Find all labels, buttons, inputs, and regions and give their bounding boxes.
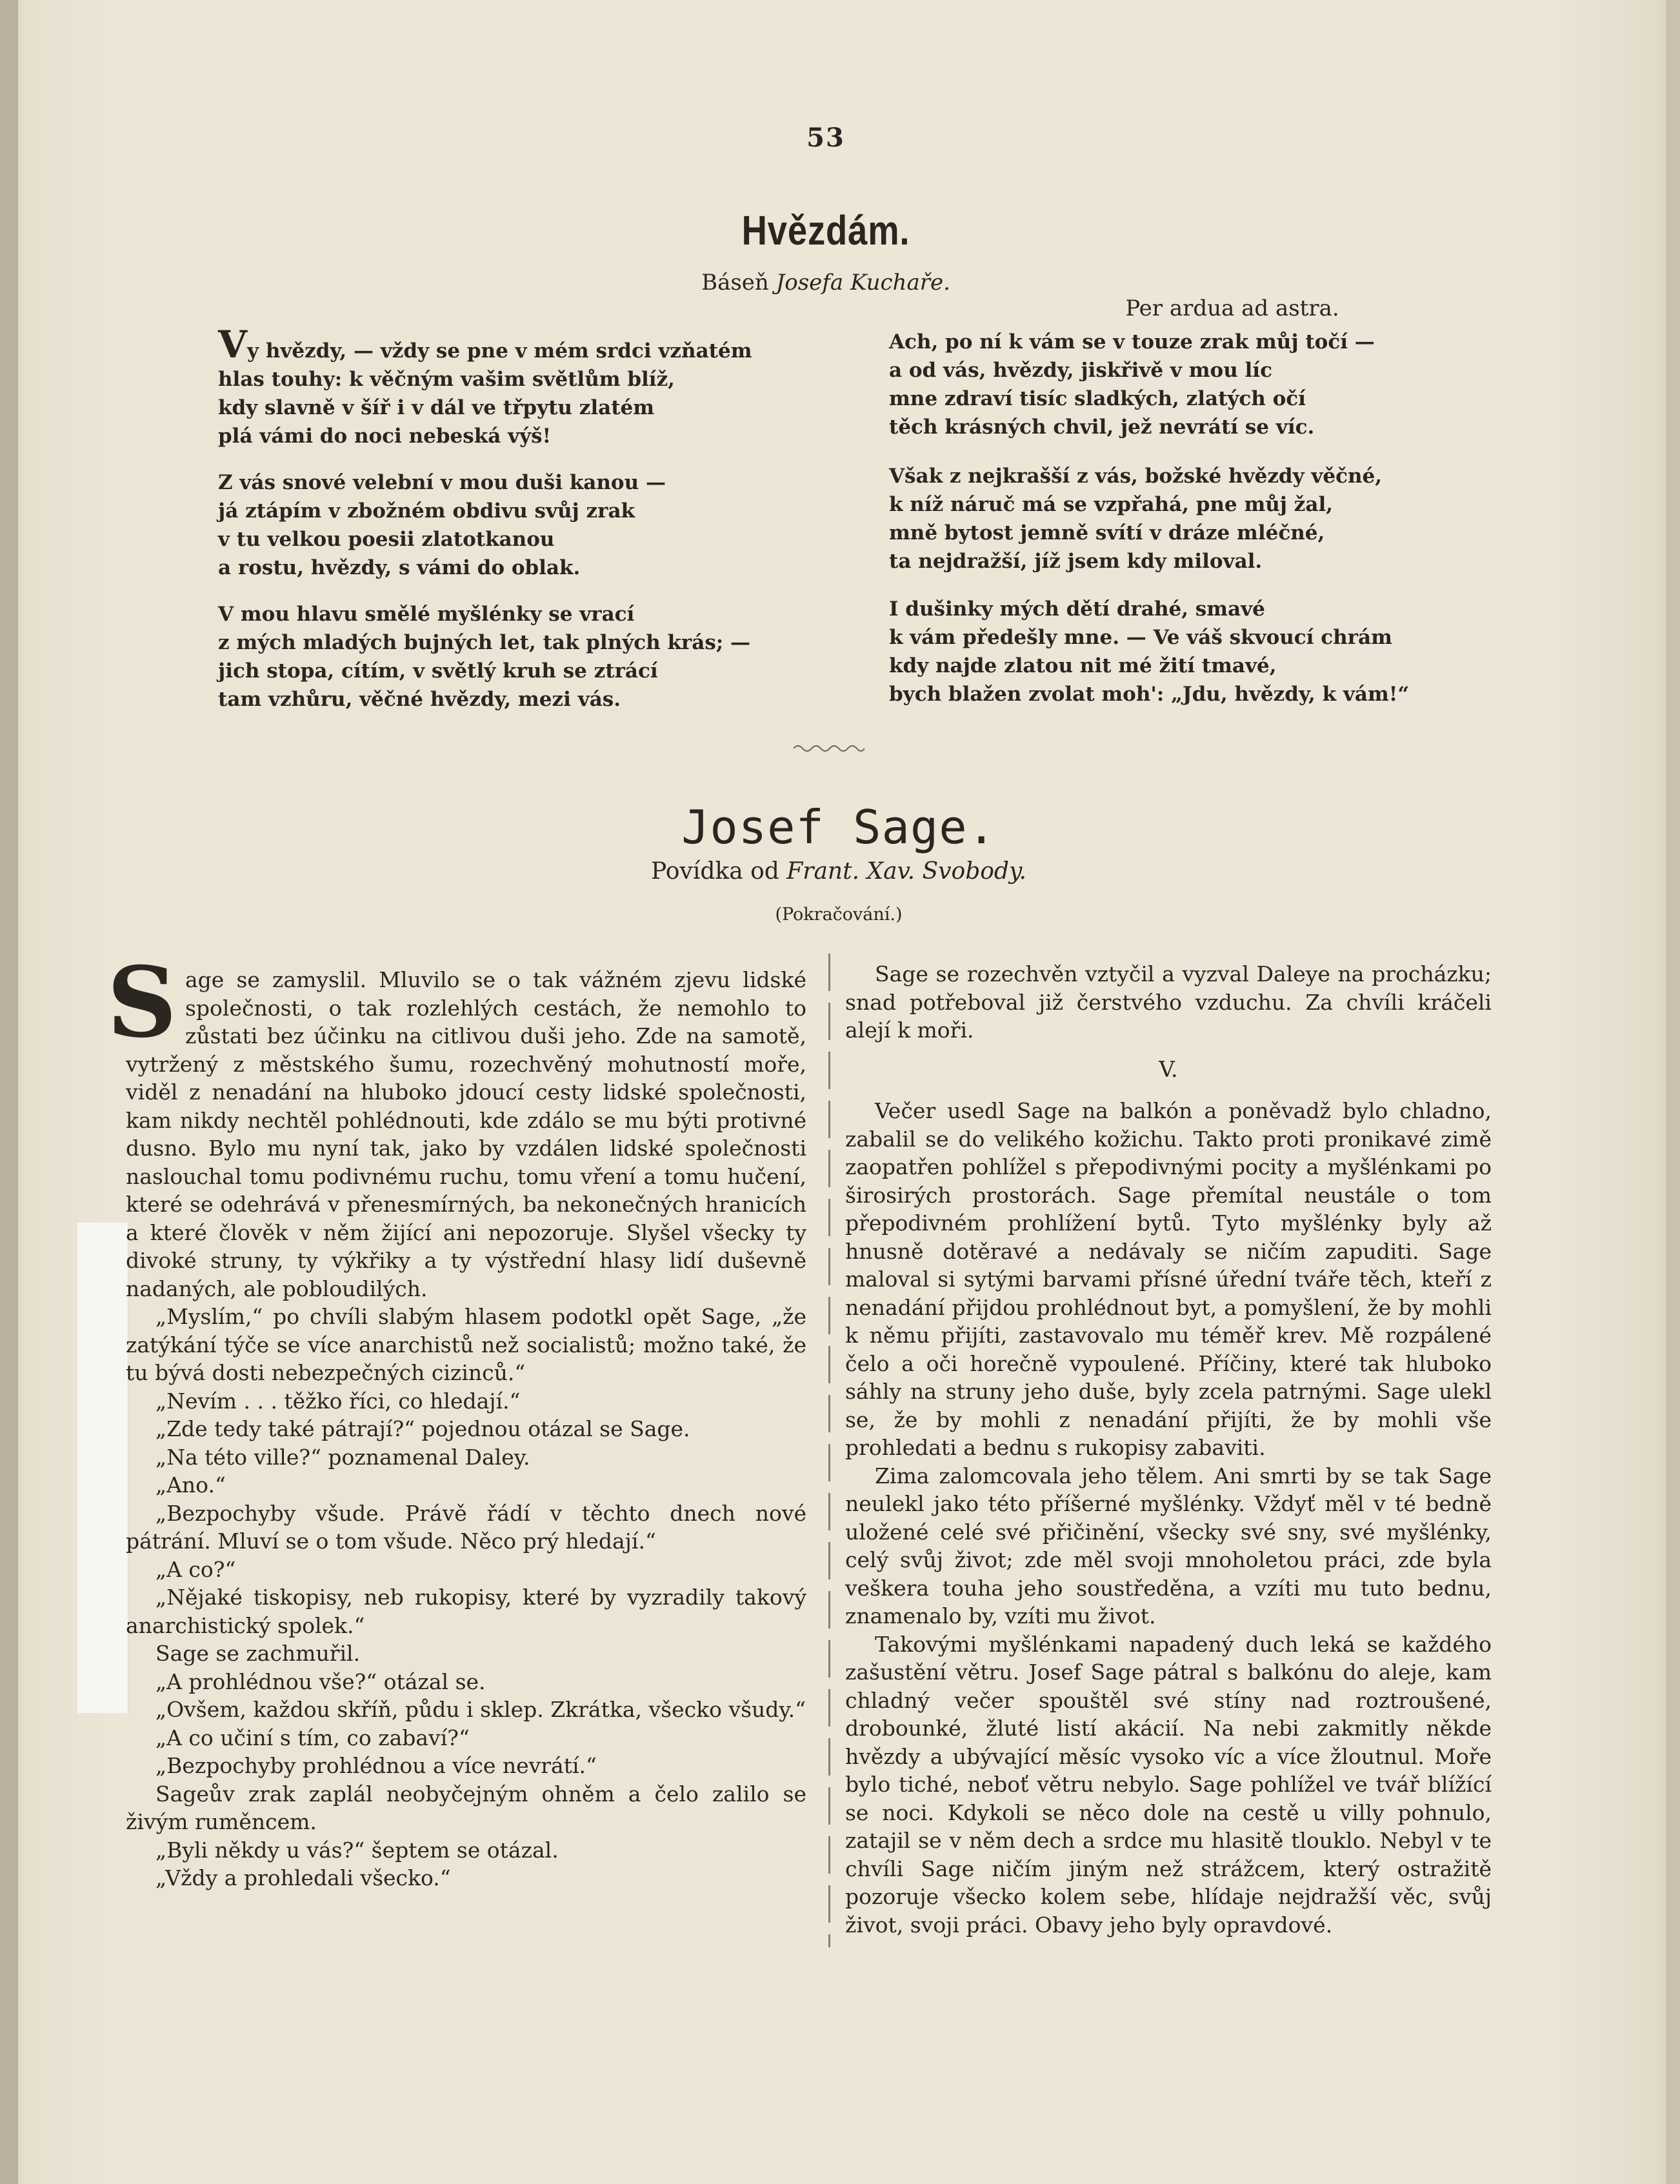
paragraph: „A co učiní s tím, co zabaví?“ [155,1725,470,1750]
page-binding-edge [0,0,18,2184]
poem-line: Z vás snové velební v mou duši kanou — [218,471,666,494]
poem-line: mně bytost jemně svítí v dráze mléčné, [889,521,1325,545]
poem-stanza-6 [889,595,1409,708]
poem-line: a od vás, hvězdy, jiskřivě v mou líc [889,359,1272,382]
paragraph: „Nějaké tiskopisy, neb rukopisy, které by vyzradily takový anarchistický spolek.“ [126,1585,806,1638]
poem-stanza-2 [218,468,666,582]
section-separator [794,742,865,752]
page-right-edge [1666,0,1680,2184]
paragraph: „A co?“ [155,1556,236,1582]
page-number: 53 [806,123,845,153]
paragraph: „Vždy a prohledali všecko.“ [155,1865,451,1890]
poem-byline-prefix: Báseň [701,270,769,296]
column-divider [828,954,830,1947]
story-column-left [106,946,806,1892]
ornamental-initial: S [106,946,177,1059]
poem-line: kdy najde zlatou nit mé žití tmavé, [889,654,1277,677]
paragraph: „Bezpochyby všude. Právě řádí v těchto dnech nové pátrání. Mluví se o tom všude. Něco prý hledají.“ [126,1500,806,1554]
poem-byline [632,270,1019,296]
paragraph: Zima zalomcovala jeho tělem. Ani smrti by se tak Sage neulekl jako této příšerné myšlénky. Vždyť měl v té bedně uložené celé své přičinění, všecky své sny, své myšlénky, celý svůj život; zde měl svoji mnoholetou práci, zde byla veškera touha jeho soustředěna, a vzíti mu tuto bednu, znamenalo by, vzíti mu život. [845,1463,1492,1628]
poem-line: tam vzhůru, věčné hvězdy, mezi vás. [218,688,621,711]
paragraph: „Bezpochyby prohlédnou a více nevrátí.“ [155,1753,597,1778]
poem-stanza-5 [889,462,1382,576]
poem-line: Ach, po ní k vám se v touze zrak můj točí — [889,330,1375,354]
poem-first-line-rest: y hvězdy, — vždy se pne v mém srdci vzňatém [247,339,752,363]
poem-author: Josefa Kuchaře. [775,270,950,296]
story-author: Frant. Xav. Svobody. [786,858,1026,885]
poem-title: Hvězdám. [741,207,910,254]
story-byline [568,858,1110,885]
poem-stanza-3 [218,600,750,714]
poem-line: I dušinky mých dětí drahé, smavé [889,597,1265,621]
paper-sticker [77,1223,128,1713]
paragraph: Večer usedl Sage na balkón a poněvadž bylo chladno, zabalil se do velikého kožichu. Takto proti pronikavé zimě zaopatřen pohlížel s přepodivnými pocity a myšlénkami po širosirých prostorách. Sage přemítal neustále o tom přepodivném prohlížení bytů. Tyto myšlénky byly až hnusně dotěravé a nedávaly se ničím zapuditi. Sage maloval si sytými barvami přísné úřední tváře těch, kteří z nenadání přijdou prohlédnout byt, a pomyšlení, že by mohli k němu přijíti, zastavovalo mu téměř krev. Mě rozpálené čelo a oči horečně vypoulené. Příčiny, které tak hluboko sáhly na struny jeho duše, byly zcela patrnými. Sage ulekl se, že by mohli z nenadání přijíti, že by mohli vše prohledati a bednu s rukopisy zabaviti. [845,1098,1492,1460]
poem-line [218,323,752,366]
poem-stanza-1 [218,323,752,450]
poem-line: k níž náruč má se vzpřahá, pne můj žal, [889,493,1334,516]
poem-line: plá vámi do noci nebeská výš! [218,425,552,448]
poem-line: mne zdraví tisíc sladkých, zlatých očí [889,387,1306,410]
poem-line: k vám předešly mne. — Ve váš skvoucí chrám [889,626,1392,649]
paragraph: „Nevím . . . těžko říci, co hledají.“ [155,1388,521,1414]
paragraph: „A prohlédnou vše?“ otázal se. [155,1668,486,1694]
poem-line: z mých mladých bujných let, tak plných krás; — [218,631,751,654]
poem-line: jich stopa, cítím, v světlý kruh se ztrácí [218,659,658,683]
paragraph [106,946,806,1303]
poem-line: V mou hlavu smělé myšlénky se vrací [218,603,635,626]
paragraph: „Byli někdy u vás?“ šeptem se otázal. [155,1837,559,1863]
poem-line: ta nejdražší, jíž jsem kdy miloval. [889,550,1263,573]
poem-motto: Per ardua ad astra. [1125,296,1339,321]
poem-line: těch krásných chvil, jež nevrátí se víc. [889,416,1315,439]
paragraph-text: age se zamyslil. Mluvilo se o tak vážném zjevu lidské společnosti, o tak rozlehlých cestách, že nemohlo to zůstati bez účinku na citlivou duši jeho. Zde na samotě, vytržený z městského šumu, rozechvěný mohutností moře, viděl z nenadání na hluboko jdoucí cesty lidské společnosti, kam nikdy nechtěl pohlédnouti, kde zdálo se mu býti protivné dusno. Bylo mu nyní tak, jako by vzdálen lidské společnosti naslouchal tomu podivnému ruchu, tomu vření a tomu hučení, které se odehrává v přenesmírných, ba nekonečných hranicích a které člověk v něm žijící ani nepozoruje. Slyšel všecky ty divoké struny, ty výkřiky a ty výstřední hlasy lidí duševně nadaných, ale pobloudilých. [126,967,806,1301]
poem-line: a rostu, hvězdy, s vámi do oblak. [218,556,581,579]
section-heading: V. [1159,1056,1178,1083]
poem-line: kdy slavně v šíř i v dál ve třpytu zlatém [218,396,655,419]
paragraph: Sage se zachmuřil. [155,1641,361,1666]
story-column-right [845,960,1492,1939]
paragraph: „Zde tedy také pátrají?“ pojednou otázal se Sage. [155,1416,690,1441]
paragraph: Sage se rozechvěn vztyčil a vyzval Daleye na procházku; snad potřeboval již čerstvého vzduchu. Za chvíli kráčeli alejí k moři. [845,961,1492,1043]
paragraph: Sageův zrak zaplál neobyčejným ohněm a čelo zalilo se živým ruměncem. [126,1781,806,1834]
poem-stanza-4 [889,328,1375,441]
paragraph: „Ovšem, každou skříň, půdu i sklep. Zkrátka, všecko všudy.“ [155,1697,806,1722]
poem-line: hlas touhy: k věčným vašim světlům blíž, [218,368,675,391]
poem-line: já ztápím v zbožném obdivu svůj zrak [218,499,635,523]
story-title: Josef Sage. [681,800,996,854]
story-byline-prefix: Povídka od [651,858,779,885]
continuation-note: (Pokračování.) [775,905,903,925]
paragraph: „Ano.“ [155,1472,226,1498]
paragraph: „Na této ville?“ poznamenal Daley. [155,1444,530,1470]
paragraph: „Myslím,“ po chvíli slabým hlasem podotkl opět Sage, „že zatýkání týče se více anarchistů než socialistů; možno také, že tu bývá dosti nebezpečných cizinců.“ [126,1304,806,1385]
poem-line: bych blažen zvolat moh': „Jdu, hvězdy, k vám!“ [889,683,1410,706]
poem-initial: V [218,323,248,366]
poem-line: Však z nejkrašší z vás, božské hvězdy věčné, [889,465,1383,488]
paragraph: Takovými myšlénkami napadený duch leká se každého zašustění větru. Josef Sage pátral s balkónu do aleje, kam chladný večer spouštěl své stíny nad roztroušené, drobounké, žluté listí akácií. Na nebi zakmitly někde hvězdy a ubývající měsíc vysoko víc a více žloutnul. Moře bylo tiché, neboť větru nebylo. Sage pohlížel ve tvář blížící se noci. Kdykoli se něco dole na cestě u villy pohnulo, zatajil se v něm dech a srdce mu hlasitě tlouklo. Nebyl v te chvíli Sage ničím jiným než strážcem, který ostražitě pozoruje všecko kolem sebe, hlídaje nejdražší věc, svůj život, svoji práci. Obavy jeho byly opravdové. [845,1631,1492,1938]
poem-line: v tu velkou poesii zlatotkanou [218,528,555,551]
